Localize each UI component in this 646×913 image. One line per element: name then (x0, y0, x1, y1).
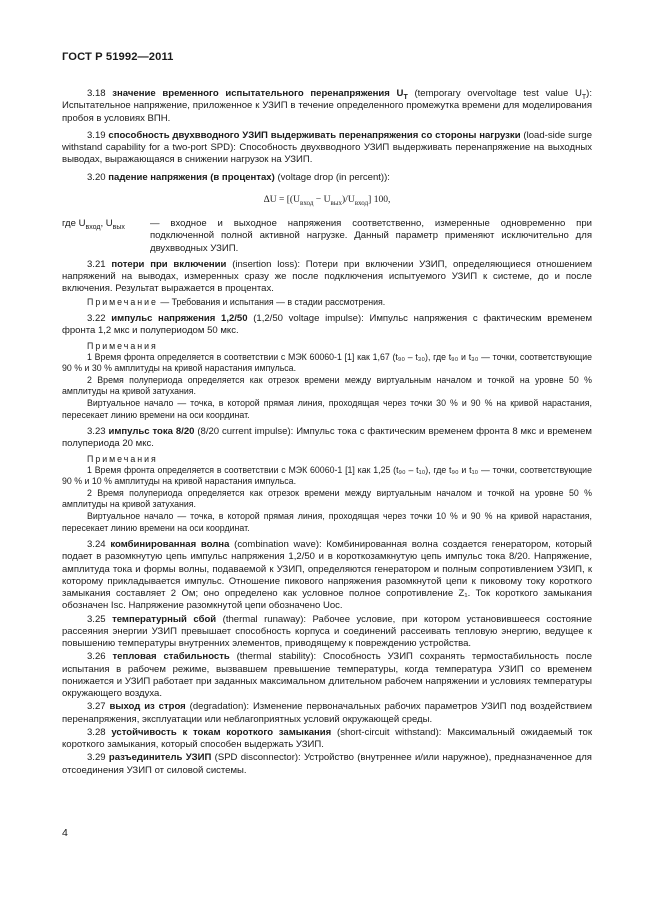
legend-symbols: где $U_{вход}$, $U_{вых}$ (62, 218, 125, 231)
note-item: Виртуальное начало — точка, в которой прямая линия, проходящая через точки 10 % и 90 % на кривой нарастания, пересекает линию времени на оси координат. (62, 511, 592, 533)
clause-text: (combination wave): Комбинированная волна создается генератором, который подает в разомкнутую цепь импульс напряжения 1,2/50 и в короткозамкнутую цепь импульс тока 8/20. Напряжение, амплитуда тока и формы волны, подаваемой к УЗИП, определяются генератором и полным сопротивлением УЗИП, к которому прикладывается импульс. Отношение пикового напряжения разомкнутой цепи к пиковому току короткого замыкания составляет 2 Ом; оно определено как условное полное сопротивление Z₁. Ток короткого замыкания обозначен Isc. Напряжение разомкнутой цепи обозначено Uoc. (62, 539, 592, 612)
clause-text: (SPD disconnector): Устройство (внутреннее и/или наружное), предназначенное для отсоединения УЗИП от силовой системы. (62, 752, 592, 776)
clause-term: значение временного испытательного перенапряжения $U_T$ (112, 88, 408, 101)
clause-number: 3.24 (87, 539, 106, 551)
notes-heading: Примечания (87, 340, 158, 351)
clause-number: 3.22 (87, 313, 106, 325)
clause-number: 3.21 (87, 258, 106, 270)
clause-term: импульс тока 8/20 (108, 426, 195, 438)
clause-number: 3.26 (87, 651, 106, 663)
notes-heading: Примечания (87, 453, 158, 464)
clause-number: 3.28 (87, 726, 106, 738)
note-item: Виртуальное начало — точка, в которой прямая линия, проходящая через точки 30 % и 90 % на кривой нарастания, пересекает линию времени на оси координат. (62, 397, 592, 420)
clause-term: способность двухвводного УЗИП выдерживать перенапряжения со стороны нагрузки (108, 129, 521, 141)
clause-text: (short-circuit withstand): Максимальный ожидаемый ток короткого замыкания, который способен выдержать УЗИП. (62, 726, 592, 751)
note-item: 2 Время полупериода определяется как отрезок времени между виртуальным началом и точкой на уровне 50 % амплитуды на кривой затухания. (62, 374, 592, 397)
clause-3-18: 3.18 значение временного испытательного перенапряжения $U_T$ (temporary overvoltage test value $U_T$): Испытательное напряжение, приложенное к УЗИП в течение определенного промежутка времени для моделирования пробоя в условиях ВПН. (62, 88, 592, 124)
clause-term: разъединитель УЗИП (108, 752, 212, 764)
clause-3-21 (62, 259, 592, 296)
clause-term: тепловая стабильность (112, 651, 230, 663)
formula-legend (62, 218, 592, 255)
clause-number: 3.23 (87, 426, 106, 438)
clause-3-22 (62, 313, 592, 338)
clause-remark (87, 297, 592, 309)
clause-3-29 (62, 752, 592, 777)
document-body (62, 88, 592, 778)
clause-3-27 (62, 701, 592, 726)
clause-term: устойчивость к токам короткого замыкания (111, 726, 332, 738)
clause-3-19 (62, 130, 592, 167)
clause-3-20 (62, 172, 592, 184)
remark-label: Примечание (87, 296, 158, 307)
clause-text: (load-side surge withstand capability for a two-port SPD): Способность двухвводного УЗИП выдерживать перенапряжение на выходных выводах, выражающаяся в снижении нагрузок на УЗИП. (62, 129, 593, 166)
clause-term: комбинированная волна (110, 539, 230, 551)
clause-term: падение напряжения (в процентах) (108, 171, 275, 183)
clause-3-26 (62, 651, 592, 700)
clause-text: (1,2/50 voltage impulse): Импульс напряжения с фактическим временем фронта 1,2 мкс и полупериодом 50 мкс. (62, 313, 593, 337)
clause-text: (thermal stability): Способность УЗИП сохранять термостабильность после испытания в рабочем режиме, вызвавшем превышение температуры, когда температура УЗИП со временем понижается и УЗИП работает при заданных максимальном длительном рабочем напряжении и условиях температуры окружающего воздуха. (62, 651, 593, 700)
clause-text: (thermal runaway): Рабочее условие, при котором установившееся состояние рассеяния энергии УЗИП превышает способность корпуса и соединений рассеивать тепловую энергию, ведущее к повышению температуры внутренних элементов, приводящему к повреждению устройства. (62, 613, 592, 650)
clause-term: температурный сбой (112, 613, 217, 625)
clause-number: 3.27 (87, 701, 106, 713)
document-header: ГОСТ Р 51992—2011 (62, 51, 174, 63)
remark-text: — Требования и испытания — в стадии рассмотрения. (157, 296, 386, 307)
voltage-drop-formula: $\Delta U = [(U_{вход} - U_{вых})/U_{вход}]$ 100, (263, 193, 391, 207)
note-item: 2 Время полупериода определяется как отрезок времени между виртуальным началом и точкой на уровне 50 % амплитуды на кривой затухания. (62, 487, 592, 510)
note-item: 1 Время фронта определяется в соответствии с МЭК 60060-1 [1] как 1,67 (t₉₀ – t₃₀), где t₉₀ и t₃₀ — точки, соответствующие 90 % и 30 % амплитуды на кривой нарастания импульса. (62, 351, 592, 374)
clause-term: импульс напряжения 1,2/50 (111, 313, 248, 325)
clause-number: 3.19 (87, 129, 106, 141)
clause-3-28 (62, 727, 592, 752)
clause-3-24 (62, 539, 592, 613)
clause-number: 3.29 (87, 752, 106, 764)
clause-3-23 (62, 426, 592, 451)
clause-text: (temporary overvoltage test value U (414, 88, 582, 99)
clause-text: (degradation): Изменение первоначальных рабочих параметров УЗИП под воздействием перенапряжения, эксплуатации или неблагоприятных условий окружающей среды. (62, 701, 593, 725)
clause-number: 3.20 (87, 171, 106, 183)
note-item: 1 Время фронта определяется в соответствии с МЭК 60060-1 [1] как 1,25 (t₉₀ – t₁₀), где t₉₀ и t₁₀ — точки, соответствующие 90 % и 10 % амплитуды на кривой нарастания импульса. (62, 464, 592, 487)
clause-text: (voltage drop (in percent)): (277, 171, 390, 183)
page-number: 4 (62, 827, 68, 839)
clause-3-25 (62, 614, 592, 651)
clause-text: (insertion loss): Потери при включении УЗИП, определяющиеся отношением напряжений на выводах, измеренных сразу же после подключения испытуемого УЗИП к системе, до и после включения. Результат выражается в процентах. (62, 258, 593, 295)
clause-number: 3.18 (87, 88, 106, 99)
clause-number: 3.25 (87, 613, 106, 625)
clause-term: потери при включении (111, 258, 227, 270)
clause-text: (8/20 current impulse): Импульс тока с фактическим временем фронта 8 мкс и временем полупериода 20 мкс. (62, 426, 592, 450)
legend-text: — входное и выходное напряжения соответственно, измеренные одновременно при подключенной полной активной нагрузке. Данный параметр применяют исключительно для двухвводных УЗИП. (150, 218, 592, 254)
clause-term: выход из строя (109, 701, 186, 713)
